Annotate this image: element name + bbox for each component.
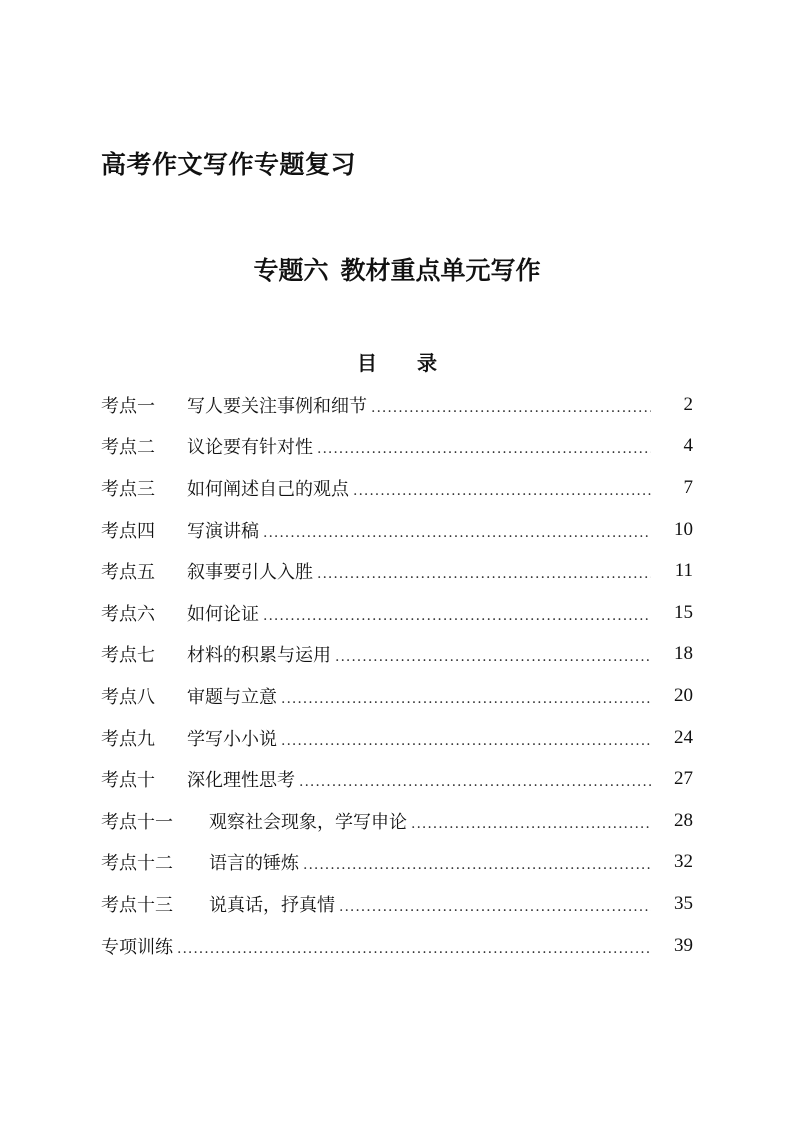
toc-entry-3[interactable] (101, 467, 693, 509)
toc-entry-number: 考点八 (101, 686, 155, 708)
section-name: 教材重点单元写作 (340, 256, 541, 285)
toc-entry-page: 27 (674, 768, 693, 790)
toc-leader-dots (317, 566, 651, 582)
toc-entry-page: 35 (674, 892, 693, 914)
toc-leader-dots (281, 691, 651, 707)
toc-entry-title: 专项训练 (101, 936, 173, 958)
toc-leader-dots (299, 774, 651, 790)
toc-leader-dots (177, 941, 651, 957)
toc-entry-page: 39 (674, 934, 693, 956)
document-title: 高考作文写作专题复习 (101, 150, 357, 179)
toc-leader-dots (353, 483, 651, 499)
toc-entry-page: 7 (683, 476, 693, 498)
toc-entry-title: 深化理性思考 (187, 770, 295, 792)
section-title (0, 251, 794, 287)
toc-entry-page: 32 (674, 851, 693, 873)
toc-entry-number: 考点十三 (101, 894, 173, 916)
toc-entry-4[interactable] (101, 509, 693, 551)
toc-entry-number: 考点十 (101, 770, 155, 792)
toc-entry-title: 议论要有针对性 (187, 437, 313, 459)
toc-entry-title: 写演讲稿 (187, 520, 259, 542)
toc-entry-number: 考点一 (101, 395, 155, 417)
toc-entry-7[interactable] (101, 634, 693, 676)
toc-entry-2[interactable] (101, 426, 693, 468)
toc-entry-title: 如何论证 (187, 603, 259, 625)
toc-entry-page: 2 (683, 393, 693, 415)
toc-heading-left: 目 (357, 351, 377, 375)
toc-entry-10[interactable] (101, 758, 693, 800)
toc-entry-title: 审题与立意 (187, 686, 277, 708)
toc-entry-title: 说真话，抒真情 (209, 894, 335, 916)
toc-entry-title: 叙事要引人入胜 (187, 562, 313, 584)
toc-entry-8[interactable] (101, 675, 693, 717)
toc-entry-number: 考点五 (101, 562, 155, 584)
toc-leader-dots (339, 899, 651, 915)
toc-leader-dots (281, 733, 651, 749)
toc-leader-dots (263, 525, 651, 541)
toc-entry-title: 如何阐述自己的观点 (187, 478, 349, 500)
toc-entry-11[interactable] (101, 800, 693, 842)
toc-entry-page: 18 (674, 643, 693, 665)
toc-leader-dots (263, 608, 651, 624)
toc-leader-dots (411, 816, 651, 832)
toc-entry-number: 考点四 (101, 520, 155, 542)
toc-entry-1[interactable] (101, 384, 693, 426)
toc-leader-dots (317, 441, 651, 457)
toc-entry-title: 学写小小说 (187, 728, 277, 750)
toc-entry-title: 材料的积累与运用 (187, 645, 331, 667)
toc-entry-title: 观察社会现象，学写申论 (209, 811, 407, 833)
toc-entry-9[interactable] (101, 717, 693, 759)
toc-entry-12[interactable] (101, 842, 693, 884)
toc-entry-14[interactable] (101, 925, 693, 967)
toc-entry-5[interactable] (101, 550, 693, 592)
toc-entry-number: 考点三 (101, 478, 155, 500)
toc-entry-page: 11 (674, 560, 693, 582)
toc-entry-page: 28 (674, 809, 693, 831)
toc-entry-13[interactable] (101, 883, 693, 925)
toc-heading-right: 录 (417, 351, 437, 375)
toc-heading (0, 347, 794, 376)
toc-entry-number: 考点九 (101, 728, 155, 750)
toc-leader-dots (371, 400, 651, 416)
toc-entry-page: 20 (674, 684, 693, 706)
toc-entry-page: 10 (674, 518, 693, 540)
toc-entry-page: 24 (674, 726, 693, 748)
toc-entry-page: 4 (683, 435, 693, 457)
toc-entry-number: 考点六 (101, 603, 155, 625)
toc-leader-dots (335, 649, 651, 665)
toc-entry-number: 考点二 (101, 437, 155, 459)
toc-entry-title: 写人要关注事例和细节 (187, 395, 367, 417)
toc-entry-title: 语言的锤炼 (209, 853, 299, 875)
toc-entry-number: 考点十一 (101, 811, 173, 833)
toc-entry-page: 15 (674, 601, 693, 623)
table-of-contents (101, 384, 693, 966)
section-label: 专题六 (253, 256, 329, 285)
toc-entry-number: 考点十二 (101, 853, 173, 875)
toc-entry-6[interactable] (101, 592, 693, 634)
toc-leader-dots (303, 857, 651, 873)
toc-entry-number: 考点七 (101, 645, 155, 667)
